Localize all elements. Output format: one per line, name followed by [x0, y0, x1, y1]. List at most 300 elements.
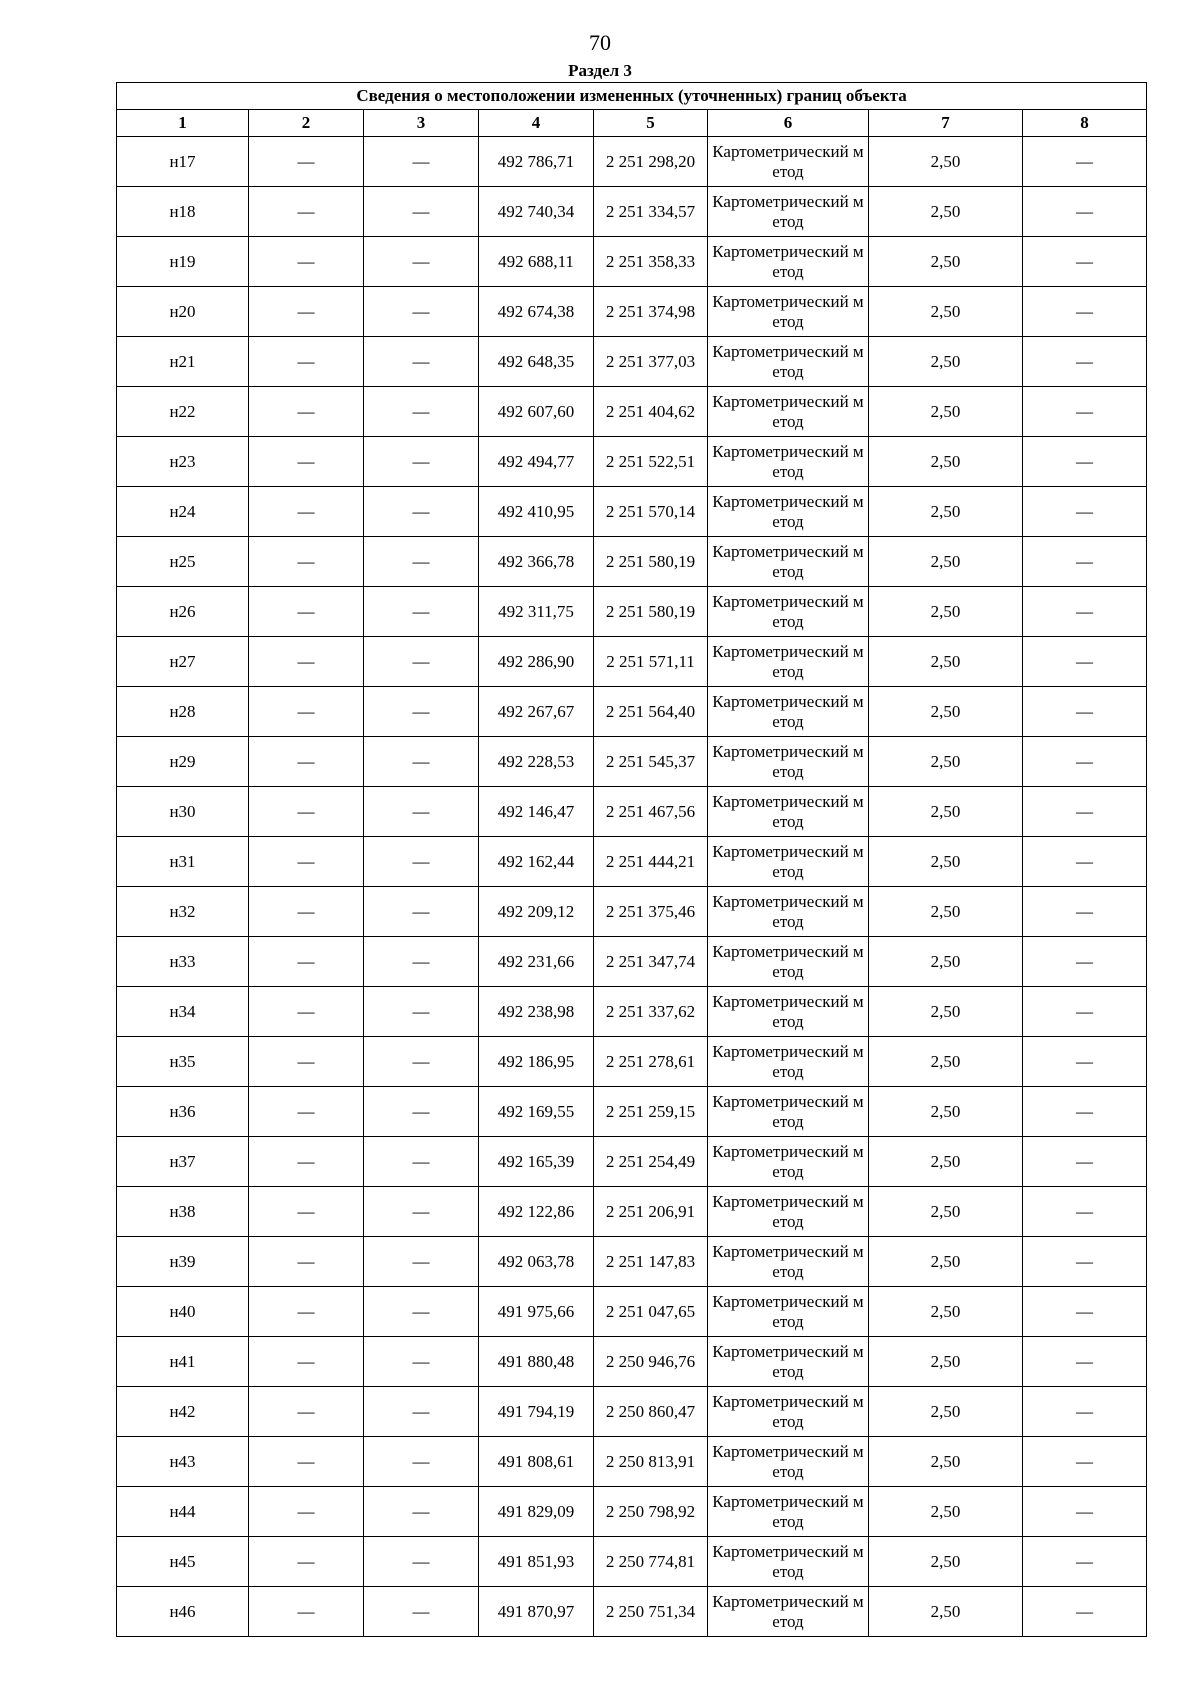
column-8-cell: — — [1023, 1337, 1147, 1387]
x-coordinate-cell: 492 286,90 — [479, 637, 594, 687]
table-row — [117, 1137, 1147, 1187]
method-text: Картометрический метод — [712, 141, 864, 181]
y-coordinate-cell: 2 251 358,33 — [594, 237, 708, 287]
point-number-cell: н44 — [117, 1487, 249, 1537]
table-row — [117, 337, 1147, 387]
method-text: Картометрический метод — [712, 491, 864, 531]
column-2-cell: — — [249, 1137, 364, 1187]
column-2-cell: — — [249, 1537, 364, 1587]
y-coordinate-cell: 2 251 522,51 — [594, 437, 708, 487]
point-number-cell: н20 — [117, 287, 249, 337]
y-coordinate-cell: 2 251 570,14 — [594, 487, 708, 537]
column-8-cell: — — [1023, 887, 1147, 937]
column-8-cell: — — [1023, 387, 1147, 437]
column-2-cell: — — [249, 1287, 364, 1337]
precision-cell: 2,50 — [869, 237, 1023, 287]
method-cell — [708, 1137, 869, 1187]
table-row — [117, 637, 1147, 687]
column-2-cell: — — [249, 237, 364, 287]
column-8-cell: — — [1023, 287, 1147, 337]
page-number: 70 — [589, 30, 611, 55]
column-header: 4 — [479, 110, 594, 137]
y-coordinate-cell: 2 251 298,20 — [594, 137, 708, 187]
y-coordinate-cell: 2 251 545,37 — [594, 737, 708, 787]
column-header: 6 — [708, 110, 869, 137]
column-8-cell: — — [1023, 987, 1147, 1037]
y-coordinate-cell: 2 250 813,91 — [594, 1437, 708, 1487]
point-number-cell: н18 — [117, 187, 249, 237]
column-8-cell: — — [1023, 637, 1147, 687]
method-cell — [708, 1487, 869, 1537]
table-body — [117, 137, 1147, 1637]
y-coordinate-cell: 2 251 254,49 — [594, 1137, 708, 1187]
method-cell — [708, 387, 869, 437]
method-text: Картометрический метод — [712, 741, 864, 781]
column-3-cell: — — [364, 1487, 479, 1537]
method-text: Картометрический метод — [712, 1191, 864, 1231]
method-text: Картометрический метод — [712, 841, 864, 881]
precision-cell: 2,50 — [869, 137, 1023, 187]
precision-cell: 2,50 — [869, 637, 1023, 687]
method-cell — [708, 787, 869, 837]
precision-cell: 2,50 — [869, 1137, 1023, 1187]
column-2-cell: — — [249, 487, 364, 537]
column-8-cell: — — [1023, 1387, 1147, 1437]
method-cell — [708, 1087, 869, 1137]
column-8-cell: — — [1023, 1137, 1147, 1187]
precision-cell: 2,50 — [869, 1537, 1023, 1587]
column-2-cell: — — [249, 937, 364, 987]
column-8-cell: — — [1023, 787, 1147, 837]
column-8-cell: — — [1023, 537, 1147, 587]
method-text: Картометрический метод — [712, 1391, 864, 1431]
column-2-cell: — — [249, 987, 364, 1037]
method-cell — [708, 837, 869, 887]
table-row — [117, 387, 1147, 437]
y-coordinate-cell: 2 251 047,65 — [594, 1287, 708, 1337]
column-3-cell: — — [364, 137, 479, 187]
column-8-cell: — — [1023, 1087, 1147, 1137]
y-coordinate-cell: 2 251 147,83 — [594, 1237, 708, 1287]
column-2-cell: — — [249, 587, 364, 637]
method-cell — [708, 887, 869, 937]
column-3-cell: — — [364, 1237, 479, 1287]
y-coordinate-cell: 2 251 444,21 — [594, 837, 708, 887]
method-cell — [708, 537, 869, 587]
precision-cell: 2,50 — [869, 1037, 1023, 1087]
column-3-cell: — — [364, 1387, 479, 1437]
precision-cell: 2,50 — [869, 337, 1023, 387]
method-text: Картометрический метод — [712, 241, 864, 281]
column-3-cell: — — [364, 437, 479, 487]
precision-cell: 2,50 — [869, 1187, 1023, 1237]
point-number-cell: н27 — [117, 637, 249, 687]
method-text: Картометрический метод — [712, 541, 864, 581]
column-3-cell: — — [364, 1587, 479, 1637]
column-2-cell: — — [249, 737, 364, 787]
precision-cell: 2,50 — [869, 537, 1023, 587]
method-text: Картометрический метод — [712, 391, 864, 431]
method-cell — [708, 1387, 869, 1437]
x-coordinate-cell: 492 607,60 — [479, 387, 594, 437]
column-8-cell: — — [1023, 687, 1147, 737]
table-row — [117, 1537, 1147, 1587]
precision-cell: 2,50 — [869, 1337, 1023, 1387]
table-row — [117, 1237, 1147, 1287]
method-text: Картометрический метод — [712, 691, 864, 731]
method-cell — [708, 937, 869, 987]
column-3-cell: — — [364, 887, 479, 937]
method-text: Картометрический метод — [712, 191, 864, 231]
x-coordinate-cell: 492 674,38 — [479, 287, 594, 337]
table-row — [117, 737, 1147, 787]
table-row — [117, 1387, 1147, 1437]
method-text: Картометрический метод — [712, 341, 864, 381]
point-number-cell: н41 — [117, 1337, 249, 1387]
precision-cell: 2,50 — [869, 787, 1023, 837]
point-number-cell: н23 — [117, 437, 249, 487]
column-3-cell: — — [364, 1137, 479, 1187]
column-2-cell: — — [249, 1087, 364, 1137]
method-text: Картометрический метод — [712, 1341, 864, 1381]
column-8-cell: — — [1023, 1037, 1147, 1087]
y-coordinate-cell: 2 251 206,91 — [594, 1187, 708, 1237]
point-number-cell: н36 — [117, 1087, 249, 1137]
method-text: Картометрический метод — [712, 591, 864, 631]
x-coordinate-cell: 492 122,86 — [479, 1187, 594, 1237]
coordinates-table — [116, 82, 1147, 1637]
method-text: Картометрический метод — [712, 791, 864, 831]
column-8-cell: — — [1023, 1437, 1147, 1487]
x-coordinate-cell: 492 688,11 — [479, 237, 594, 287]
column-3-cell: — — [364, 337, 479, 387]
method-text: Картометрический метод — [712, 941, 864, 981]
column-3-cell: — — [364, 1287, 479, 1337]
column-2-cell: — — [249, 1187, 364, 1237]
column-header: 5 — [594, 110, 708, 137]
precision-cell: 2,50 — [869, 587, 1023, 637]
y-coordinate-cell: 2 251 259,15 — [594, 1087, 708, 1137]
method-text: Картометрический метод — [712, 291, 864, 331]
method-cell — [708, 137, 869, 187]
method-text: Картометрический метод — [712, 641, 864, 681]
column-8-cell: — — [1023, 1587, 1147, 1637]
table-row — [117, 1037, 1147, 1087]
table-row — [117, 1287, 1147, 1337]
x-coordinate-cell: 492 494,77 — [479, 437, 594, 487]
method-cell — [708, 1237, 869, 1287]
precision-cell: 2,50 — [869, 1587, 1023, 1637]
y-coordinate-cell: 2 251 571,11 — [594, 637, 708, 687]
column-8-cell: — — [1023, 137, 1147, 187]
column-3-cell: — — [364, 1537, 479, 1587]
precision-cell: 2,50 — [869, 437, 1023, 487]
column-2-cell: — — [249, 187, 364, 237]
column-2-cell: — — [249, 337, 364, 387]
column-2-cell: — — [249, 1587, 364, 1637]
precision-cell: 2,50 — [869, 987, 1023, 1037]
x-coordinate-cell: 492 186,95 — [479, 1037, 594, 1087]
x-coordinate-cell: 492 165,39 — [479, 1137, 594, 1187]
y-coordinate-cell: 2 250 946,76 — [594, 1337, 708, 1387]
column-8-cell: — — [1023, 1187, 1147, 1237]
y-coordinate-cell: 2 251 580,19 — [594, 537, 708, 587]
column-header: 3 — [364, 110, 479, 137]
table-title: Сведения о местоположении измененных (уточненных) границ объекта — [117, 83, 1147, 110]
point-number-cell: н31 — [117, 837, 249, 887]
column-8-cell: — — [1023, 237, 1147, 287]
table-row — [117, 1437, 1147, 1487]
precision-cell: 2,50 — [869, 887, 1023, 937]
x-coordinate-cell: 492 231,66 — [479, 937, 594, 987]
method-cell — [708, 637, 869, 687]
point-number-cell: н43 — [117, 1437, 249, 1487]
table-row — [117, 1187, 1147, 1237]
point-number-cell: н39 — [117, 1237, 249, 1287]
table-row — [117, 937, 1147, 987]
point-number-cell: н46 — [117, 1587, 249, 1637]
column-3-cell: — — [364, 237, 479, 287]
point-number-cell: н21 — [117, 337, 249, 387]
column-3-cell: — — [364, 487, 479, 537]
column-8-cell: — — [1023, 437, 1147, 487]
precision-cell: 2,50 — [869, 1287, 1023, 1337]
column-2-cell: — — [249, 437, 364, 487]
y-coordinate-cell: 2 251 404,62 — [594, 387, 708, 437]
table-row — [117, 1337, 1147, 1387]
method-text: Картометрический метод — [712, 1291, 864, 1331]
column-8-cell: — — [1023, 837, 1147, 887]
point-number-cell: н34 — [117, 987, 249, 1037]
point-number-cell: н38 — [117, 1187, 249, 1237]
x-coordinate-cell: 491 794,19 — [479, 1387, 594, 1437]
x-coordinate-cell: 491 880,48 — [479, 1337, 594, 1387]
column-3-cell: — — [364, 187, 479, 237]
column-2-cell: — — [249, 637, 364, 687]
table-row — [117, 987, 1147, 1037]
y-coordinate-cell: 2 251 347,74 — [594, 937, 708, 987]
x-coordinate-cell: 491 829,09 — [479, 1487, 594, 1537]
method-text: Картометрический метод — [712, 991, 864, 1031]
y-coordinate-cell: 2 250 774,81 — [594, 1537, 708, 1587]
column-8-cell: — — [1023, 1537, 1147, 1587]
column-8-cell: — — [1023, 1287, 1147, 1337]
precision-cell: 2,50 — [869, 187, 1023, 237]
method-cell — [708, 1337, 869, 1387]
column-3-cell: — — [364, 737, 479, 787]
x-coordinate-cell: 492 169,55 — [479, 1087, 594, 1137]
column-8-cell: — — [1023, 187, 1147, 237]
x-coordinate-cell: 492 648,35 — [479, 337, 594, 387]
precision-cell: 2,50 — [869, 1087, 1023, 1137]
column-3-cell: — — [364, 287, 479, 337]
x-coordinate-cell: 492 786,71 — [479, 137, 594, 187]
y-coordinate-cell: 2 251 580,19 — [594, 587, 708, 637]
column-8-cell: — — [1023, 587, 1147, 637]
point-number-cell: н17 — [117, 137, 249, 187]
column-2-cell: — — [249, 837, 364, 887]
column-8-cell: — — [1023, 937, 1147, 987]
method-cell — [708, 687, 869, 737]
column-3-cell: — — [364, 987, 479, 1037]
method-cell — [708, 1437, 869, 1487]
column-3-cell: — — [364, 1437, 479, 1487]
x-coordinate-cell: 492 228,53 — [479, 737, 594, 787]
x-coordinate-cell: 492 146,47 — [479, 787, 594, 837]
point-number-cell: н32 — [117, 887, 249, 937]
method-cell — [708, 1287, 869, 1337]
column-3-cell: — — [364, 537, 479, 587]
precision-cell: 2,50 — [869, 1437, 1023, 1487]
column-3-cell: — — [364, 387, 479, 437]
precision-cell: 2,50 — [869, 287, 1023, 337]
point-number-cell: н33 — [117, 937, 249, 987]
column-3-cell: — — [364, 637, 479, 687]
column-2-cell: — — [249, 687, 364, 737]
point-number-cell: н28 — [117, 687, 249, 737]
method-text: Картометрический метод — [712, 1241, 864, 1281]
point-number-cell: н19 — [117, 237, 249, 287]
method-cell — [708, 1537, 869, 1587]
x-coordinate-cell: 492 366,78 — [479, 537, 594, 587]
precision-cell: 2,50 — [869, 1237, 1023, 1287]
method-cell — [708, 237, 869, 287]
y-coordinate-cell: 2 251 375,46 — [594, 887, 708, 937]
x-coordinate-cell: 492 410,95 — [479, 487, 594, 537]
column-3-cell: — — [364, 587, 479, 637]
method-cell — [708, 337, 869, 387]
section-title: Раздел 3 — [568, 61, 632, 80]
table-row — [117, 287, 1147, 337]
column-3-cell: — — [364, 1087, 479, 1137]
point-number-cell: н30 — [117, 787, 249, 837]
column-8-cell: — — [1023, 337, 1147, 387]
precision-cell: 2,50 — [869, 1487, 1023, 1537]
method-cell — [708, 987, 869, 1037]
column-8-cell: — — [1023, 1237, 1147, 1287]
method-text: Картометрический метод — [712, 1591, 864, 1631]
x-coordinate-cell: 492 238,98 — [479, 987, 594, 1037]
precision-cell: 2,50 — [869, 1387, 1023, 1437]
y-coordinate-cell: 2 251 337,62 — [594, 987, 708, 1037]
precision-cell: 2,50 — [869, 687, 1023, 737]
table-row — [117, 1487, 1147, 1537]
precision-cell: 2,50 — [869, 737, 1023, 787]
method-cell — [708, 1187, 869, 1237]
method-cell — [708, 187, 869, 237]
precision-cell: 2,50 — [869, 387, 1023, 437]
method-cell — [708, 487, 869, 537]
y-coordinate-cell: 2 251 467,56 — [594, 787, 708, 837]
y-coordinate-cell: 2 251 278,61 — [594, 1037, 708, 1087]
method-text: Картометрический метод — [712, 1491, 864, 1531]
column-header: 2 — [249, 110, 364, 137]
column-header: 1 — [117, 110, 249, 137]
x-coordinate-cell: 492 311,75 — [479, 587, 594, 637]
x-coordinate-cell: 492 267,67 — [479, 687, 594, 737]
table-row — [117, 687, 1147, 737]
point-number-cell: н42 — [117, 1387, 249, 1437]
column-3-cell: — — [364, 1037, 479, 1087]
table-row — [117, 187, 1147, 237]
method-text: Картометрический метод — [712, 1091, 864, 1131]
column-header: 8 — [1023, 110, 1147, 137]
column-3-cell: — — [364, 1337, 479, 1387]
table-row — [117, 1587, 1147, 1637]
precision-cell: 2,50 — [869, 937, 1023, 987]
table-row — [117, 487, 1147, 537]
column-2-cell: — — [249, 1487, 364, 1537]
x-coordinate-cell: 492 162,44 — [479, 837, 594, 887]
column-2-cell: — — [249, 137, 364, 187]
x-coordinate-cell: 492 063,78 — [479, 1237, 594, 1287]
x-coordinate-cell: 491 975,66 — [479, 1287, 594, 1337]
x-coordinate-cell: 492 740,34 — [479, 187, 594, 237]
column-2-cell: — — [249, 1387, 364, 1437]
point-number-cell: н29 — [117, 737, 249, 787]
method-cell — [708, 737, 869, 787]
method-text: Картометрический метод — [712, 1441, 864, 1481]
point-number-cell: н25 — [117, 537, 249, 587]
table-row — [117, 137, 1147, 187]
y-coordinate-cell: 2 250 860,47 — [594, 1387, 708, 1437]
table-row — [117, 237, 1147, 287]
y-coordinate-cell: 2 250 798,92 — [594, 1487, 708, 1537]
column-header: 7 — [869, 110, 1023, 137]
column-2-cell: — — [249, 287, 364, 337]
method-cell — [708, 287, 869, 337]
column-2-cell: — — [249, 787, 364, 837]
point-number-cell: н22 — [117, 387, 249, 437]
method-text: Картометрический метод — [712, 1141, 864, 1181]
method-text: Картометрический метод — [712, 1041, 864, 1081]
column-2-cell: — — [249, 1337, 364, 1387]
table-row — [117, 437, 1147, 487]
y-coordinate-cell: 2 251 334,57 — [594, 187, 708, 237]
method-cell — [708, 1037, 869, 1087]
point-number-cell: н26 — [117, 587, 249, 637]
y-coordinate-cell: 2 251 374,98 — [594, 287, 708, 337]
column-2-cell: — — [249, 887, 364, 937]
column-2-cell: — — [249, 1037, 364, 1087]
table-row — [117, 887, 1147, 937]
point-number-cell: н24 — [117, 487, 249, 537]
precision-cell: 2,50 — [869, 837, 1023, 887]
point-number-cell: н37 — [117, 1137, 249, 1187]
method-text: Картометрический метод — [712, 441, 864, 481]
precision-cell: 2,50 — [869, 487, 1023, 537]
y-coordinate-cell: 2 250 751,34 — [594, 1587, 708, 1637]
column-2-cell: — — [249, 1437, 364, 1487]
point-number-cell: н40 — [117, 1287, 249, 1337]
point-number-cell: н35 — [117, 1037, 249, 1087]
column-2-cell: — — [249, 1237, 364, 1287]
method-cell — [708, 587, 869, 637]
table-header-row — [117, 110, 1147, 137]
table-row — [117, 1087, 1147, 1137]
column-8-cell: — — [1023, 487, 1147, 537]
column-2-cell: — — [249, 537, 364, 587]
table-row — [117, 787, 1147, 837]
method-text: Картометрический метод — [712, 891, 864, 931]
x-coordinate-cell: 491 851,93 — [479, 1537, 594, 1587]
method-cell — [708, 437, 869, 487]
x-coordinate-cell: 491 808,61 — [479, 1437, 594, 1487]
x-coordinate-cell: 491 870,97 — [479, 1587, 594, 1637]
column-3-cell: — — [364, 837, 479, 887]
method-cell — [708, 1587, 869, 1637]
column-8-cell: — — [1023, 737, 1147, 787]
